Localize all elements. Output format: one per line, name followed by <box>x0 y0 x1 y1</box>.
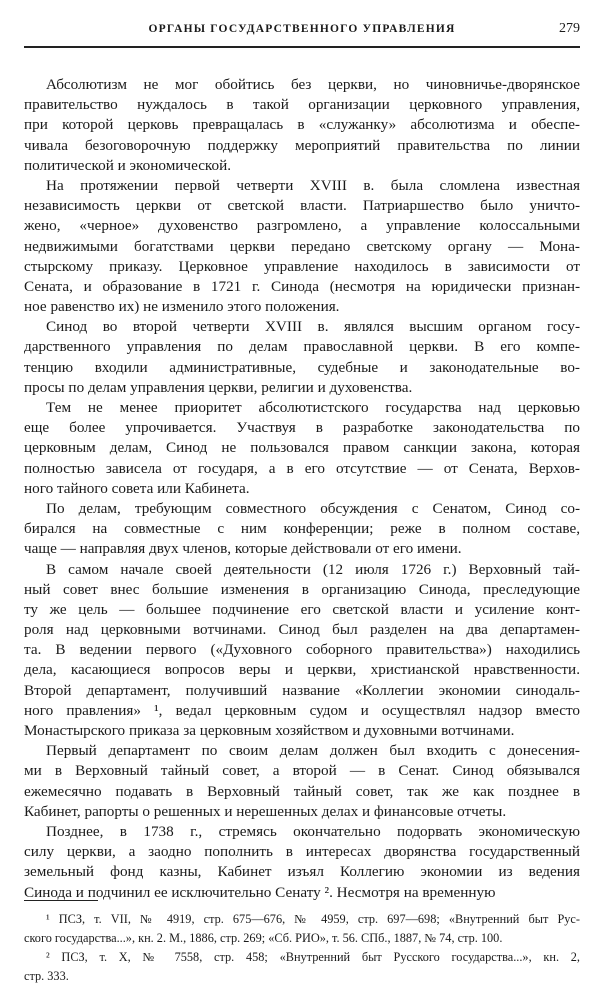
paragraph <box>24 75 580 176</box>
running-title: ОРГАНЫ ГОСУДАРСТВЕННОГО УПРАВЛЕНИЯ <box>148 23 456 35</box>
paragraph-line: стырскому приказу. Церковное управление находилось в зависимости от <box>24 257 580 275</box>
paragraph-line: церковным делам, Синод не пользовался правом санкции закона, которая <box>24 439 580 457</box>
running-header <box>24 20 580 48</box>
paragraph-line: при которой церковь превращалась в «служанку» абсолютизма и обеспе- <box>24 116 580 134</box>
paragraph-line: Второй департамент, получивший название «Коллегии экономии синодаль- <box>24 681 580 699</box>
paragraph-line: жено, «черное» духовенство разгромлено, а управление колоссальными <box>24 217 580 235</box>
page-number: 279 <box>559 21 580 36</box>
paragraph-line: чаще — направляя двух членов, которые действовали от его имени. <box>24 540 462 558</box>
paragraph-line: Первый департамент по своим делам должен был входить с донесения- <box>46 742 580 760</box>
paragraph-line: Сената, и образование в 1721 г. Синода (несмотря на юридически признан- <box>24 277 580 295</box>
paragraph-line: просы по делам управления церкви, религии и духовенства. <box>24 378 413 396</box>
paragraph-line: ежемесячно подавать в Верховный тайный совет, так же как позднее в <box>24 782 580 800</box>
footnote-line: ¹ ПСЗ, т. VII, № 4919, стр. 675—676, № 4959, стр. 697—698; «Внутренний быт Рус- <box>46 912 580 926</box>
paragraph-line: роля над церковными вотчинами. Синод был разделен на два департамен- <box>24 621 580 639</box>
footnote-line: ² ПСЗ, т. X, № 7558, стр. 458; «Внутренний быт Русского государства...», кн. 2, <box>46 950 580 964</box>
paragraph-line: ный совет внес большие изменения в организацию Синода, преследующие <box>24 580 580 598</box>
paragraph-line: дела, касающиеся вопросов веры и церкви, христианской нравственности. <box>24 661 580 679</box>
paragraph-line: дарственного управления по делам православной церкви. В его компе- <box>24 338 580 356</box>
paragraph <box>24 317 580 398</box>
paragraph-line: чивала безоговорочную поддержку мероприятий правительства по линии <box>24 136 580 154</box>
paragraph-line: силу церкви, а заодно пополнить в интересах дворянства государственный <box>24 843 580 861</box>
paragraph-line: Абсолютизм не мог обойтись без церкви, но чиновничье-дворянское <box>46 76 580 93</box>
paragraph-line: В самом начале своей деятельности (12 июля 1726 г.) Верховный тай- <box>46 560 580 578</box>
paragraph-line: ту же цель — большее подчинение его светской власти и усиление конт- <box>24 600 580 618</box>
paragraph-line: земельный фонд казны, Кабинет изъял Коллегию экономии из ведения <box>24 863 580 881</box>
footnote-divider <box>24 900 98 901</box>
paragraph-line: еще более упрочивается. Участвуя в разработке законодательства по <box>24 419 580 437</box>
paragraph-line: ного тайного совета или Кабинета. <box>24 479 250 497</box>
paragraph-line: тенцию входили административные, судебные и законодательные во- <box>24 358 580 376</box>
paragraph-line: ми в Верховный тайный совет, а второй — в Сенат. Синод обязывался <box>24 762 580 780</box>
paragraph-line: ное равенство их) не изменило этого положения. <box>24 298 340 316</box>
paragraph-line: независимость церкви от светской власти. Патриаршество было уничто- <box>24 197 580 215</box>
paragraph-line: бирался на совместные с ним конференции; реже в полном составе, <box>24 520 580 538</box>
paragraph-line: ного правления» ¹, ведал церковным судом и осуществлял надзор вместо <box>24 701 580 719</box>
paragraph-line: полностью зависела от государя, а в его отсутствие — от Сената, Верхов- <box>24 459 580 477</box>
paragraph-line: та. В ведении первого («Духовного соборного правительства») находились <box>24 641 580 659</box>
footnote <box>24 948 580 986</box>
paragraph-line: правительство нуждалось в такой организации церковного управления, <box>24 96 580 114</box>
paragraph-line: Синод во второй четверти XVIII в. являлся высшим органом госу- <box>46 318 580 336</box>
paragraph-line: На протяжении первой четверти XVIII в. была сломлена известная <box>46 176 580 194</box>
paragraph-line: Монастырского приказа за церковным хозяйством и духовными вотчинами. <box>24 722 515 739</box>
footnotes <box>24 910 580 986</box>
paragraph-line: недвижимыми богатствами церкви передано светскому органу — Мона- <box>24 237 580 255</box>
paragraph-line: Кабинет, рапорты о решенных и нерешенных делах и финансовые отчеты. <box>24 802 507 820</box>
paragraph <box>24 560 580 742</box>
paragraph <box>24 822 580 903</box>
footnote-line: стр. 333. <box>24 969 69 983</box>
footnote <box>24 910 580 948</box>
paragraph-line: политической и экономической. <box>24 156 232 174</box>
paragraph-line: Синода и подчинил ее исключительно Сенату ². Несмотря на временную <box>24 883 496 901</box>
paragraph <box>24 176 580 317</box>
footnote-line: ского государства...», кн. 2. М., 1886, стр. 269; «Сб. РИО», т. 56. СПб., 1887, № 74, стр. 100. <box>24 931 503 945</box>
paragraph-line: По делам, требующим совместного обсуждения с Сенатом, Синод со- <box>46 499 580 517</box>
paragraph <box>24 499 580 560</box>
body-text <box>24 75 580 903</box>
paragraph-line: Позднее, в 1738 г., стремясь окончательно подорвать экономическую <box>46 822 580 840</box>
paragraph <box>24 398 580 499</box>
paragraph-line: Тем не менее приоритет абсолютистского государства над церковью <box>46 399 580 416</box>
paragraph <box>24 741 580 822</box>
